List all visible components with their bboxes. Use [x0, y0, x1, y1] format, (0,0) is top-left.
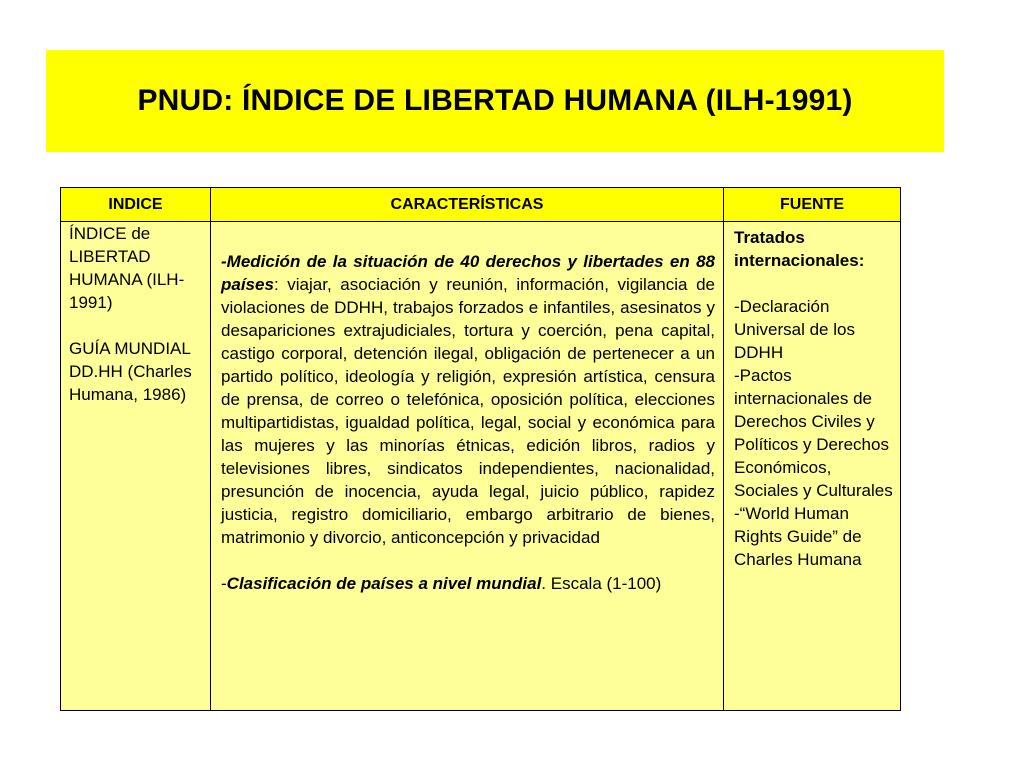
- indice-name: ÍNDICE de LIBERTAD HUMANA (ILH-1991): [69, 224, 185, 312]
- caracteristicas-paragraph-2: [221, 572, 715, 595]
- caracteristicas-paragraph-1: [221, 250, 715, 549]
- caracteristicas-cell: [211, 222, 724, 711]
- caracteristicas-classification: Clasificación de países a nivel mundial: [226, 574, 542, 593]
- caracteristicas-intro: -Medición de la situación de 40 derechos y libertades en 88 países: [221, 252, 715, 294]
- caracteristicas-colon: :: [273, 275, 279, 294]
- fuente-cell: [724, 222, 901, 711]
- table-header-row: [61, 188, 901, 222]
- title-banner: [46, 50, 944, 152]
- header-indice: INDICE: [61, 188, 211, 222]
- table-row: [61, 222, 901, 711]
- fuente-item-guide: -“World Human Rights Guide” de Charles Humana: [734, 504, 862, 569]
- caracteristicas-list: viajar, asociación y reunión, información, vigilancia de violaciones de DDHH, trabajos forzados e infantiles, asesinatos y desapariciones extrajudiciales, tortura y coerción, pena capital, castigo corporal, detención ilegal, obligación de pertenecer a un partido político, ideología y religión, expresión artística, censura de prensa, de correo o telefónica, oposición política, elecciones multipartidistas, igualdad política, legal, social y económica para las mujeres y las minorías étnicas, edición libros, radios y televisiones libres, sindicatos independientes, nacionalidad, presunción de inocencia, ayuda legal, juicio público, rapidez justicia, registro domiciliario, embargo arbitrario de bienes, matrimonio y divorcio, anticoncepción y privacidad: [221, 275, 715, 547]
- caracteristicas-scale: . Escala (1-100): [541, 574, 662, 593]
- indice-table: [60, 187, 901, 711]
- header-caracteristicas: CARACTERÍSTICAS: [211, 188, 724, 222]
- page-title: PNUD: ÍNDICE DE LIBERTAD HUMANA (ILH-1991): [137, 84, 853, 117]
- indice-guide: GUÍA MUNDIAL DD.HH (Charles Humana, 1986): [69, 339, 192, 404]
- header-fuente: FUENTE: [724, 188, 901, 222]
- fuente-item-declaracion: -Declaración Universal de los DDHH: [734, 297, 855, 362]
- caracteristicas-dash: -: [221, 574, 227, 593]
- indice-cell: [61, 222, 211, 711]
- fuente-heading: Tratados internacionales:: [734, 228, 865, 270]
- fuente-item-pactos: -Pactos internacionales de Derechos Civiles y Políticos y Derechos Económicos, Sociales y Culturales: [734, 366, 893, 500]
